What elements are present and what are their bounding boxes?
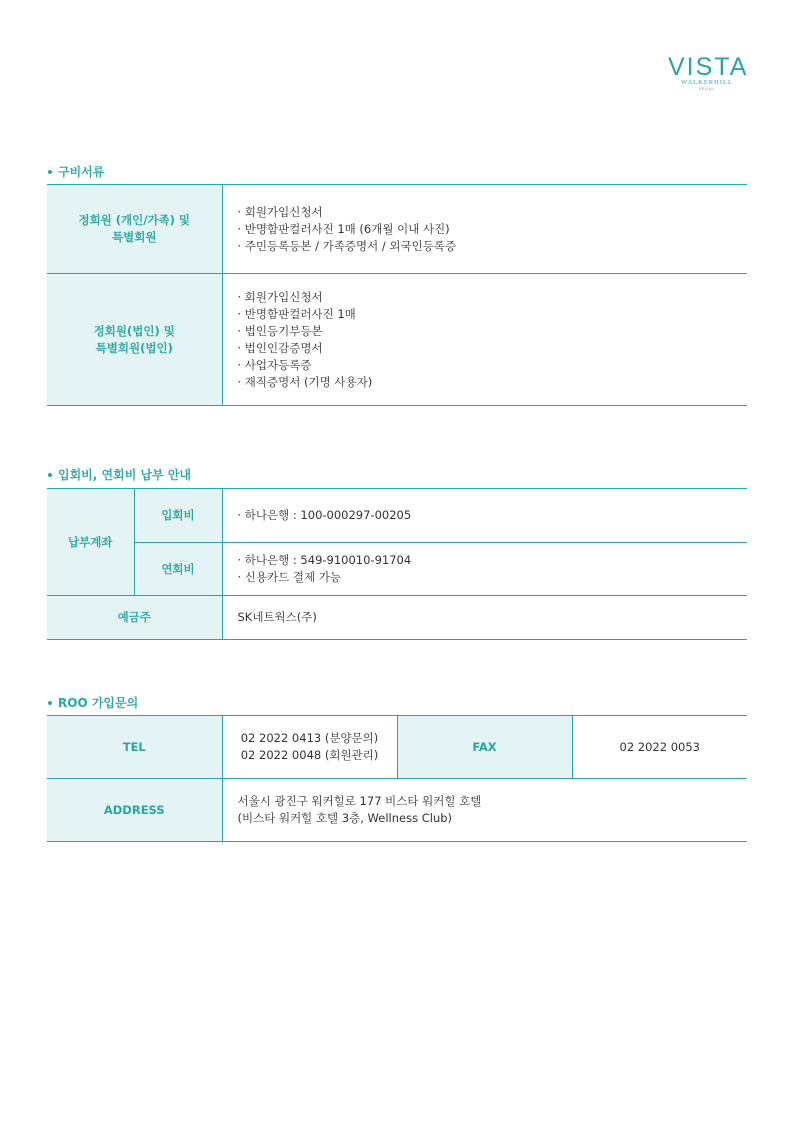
table-row bbox=[47, 779, 747, 842]
table-row bbox=[47, 274, 747, 406]
section-title-contact: ROO 가입문의 bbox=[48, 694, 138, 711]
annual-fee-value: · 하나은행 : 549-910010-91704 · 신용카드 결제 가능 bbox=[222, 543, 747, 596]
address-value: 서울시 광진구 워커힐로 177 비스타 워커힐 호텔 (비스타 워커힐 호텔 3층, Wellness Club) bbox=[222, 779, 747, 842]
table-row bbox=[47, 596, 747, 640]
annual-fee-label: 연회비 bbox=[134, 543, 222, 596]
list-item: · 반명함판컬러사진 1매 bbox=[237, 306, 356, 321]
bullet-dot-icon bbox=[48, 701, 52, 705]
holder-value: SK네트웍스(주) bbox=[222, 596, 747, 640]
list-item: · 사업자등록증 bbox=[237, 357, 312, 372]
brand-logo bbox=[668, 53, 749, 92]
bullet-dot-icon bbox=[48, 473, 52, 477]
logo-sub2-text: SEOUL bbox=[698, 87, 716, 91]
row-header: 정회원 (개인/가족) 및 특별회원 bbox=[47, 185, 222, 274]
table-row bbox=[47, 716, 747, 779]
documents-table bbox=[47, 184, 747, 406]
row-header: 정회원(법인) 및 특별회원(법인) bbox=[47, 274, 222, 406]
table-row bbox=[47, 489, 747, 543]
section-title-documents: 구비서류 bbox=[48, 163, 104, 180]
contact-table bbox=[47, 715, 747, 842]
section-title-fees: 입회비, 연회비 납부 안내 bbox=[48, 466, 191, 483]
list-item: · 법인인감증명서 bbox=[237, 340, 323, 355]
fax-label: FAX bbox=[397, 716, 572, 779]
entry-fee-value: · 하나은행 : 100-000297-00205 bbox=[222, 489, 747, 543]
logo-main-text: VISTA bbox=[668, 53, 749, 81]
account-label: 납부계좌 bbox=[47, 489, 134, 596]
list-item: · 반명함판컬러사진 1매 (6개월 이내 사진) bbox=[237, 221, 450, 236]
row-items bbox=[222, 185, 747, 274]
list-item: · 법인등기부등본 bbox=[237, 323, 323, 338]
list-item: · 주민등록등본 / 가족증명서 / 외국인등록증 bbox=[237, 238, 457, 253]
entry-fee-label: 입회비 bbox=[134, 489, 222, 543]
fax-value: 02 2022 0053 bbox=[572, 716, 747, 779]
list-item: · 재직증명서 (기명 사용자) bbox=[237, 374, 373, 389]
table-row bbox=[47, 185, 747, 274]
tel-value: 02 2022 0413 (분양문의) 02 2022 0048 (회원관리) bbox=[222, 716, 397, 779]
logo-sub-text: WALKERHILL bbox=[681, 79, 733, 86]
row-items bbox=[222, 274, 747, 406]
list-item: · 회원가입신청서 bbox=[237, 204, 323, 219]
address-label: ADDRESS bbox=[47, 779, 222, 842]
tel-label: TEL bbox=[47, 716, 222, 779]
list-item: · 회원가입신청서 bbox=[237, 289, 323, 304]
holder-label: 예금주 bbox=[47, 596, 222, 640]
table-row bbox=[47, 543, 747, 596]
fees-table bbox=[47, 488, 747, 640]
bullet-dot-icon bbox=[48, 170, 52, 174]
